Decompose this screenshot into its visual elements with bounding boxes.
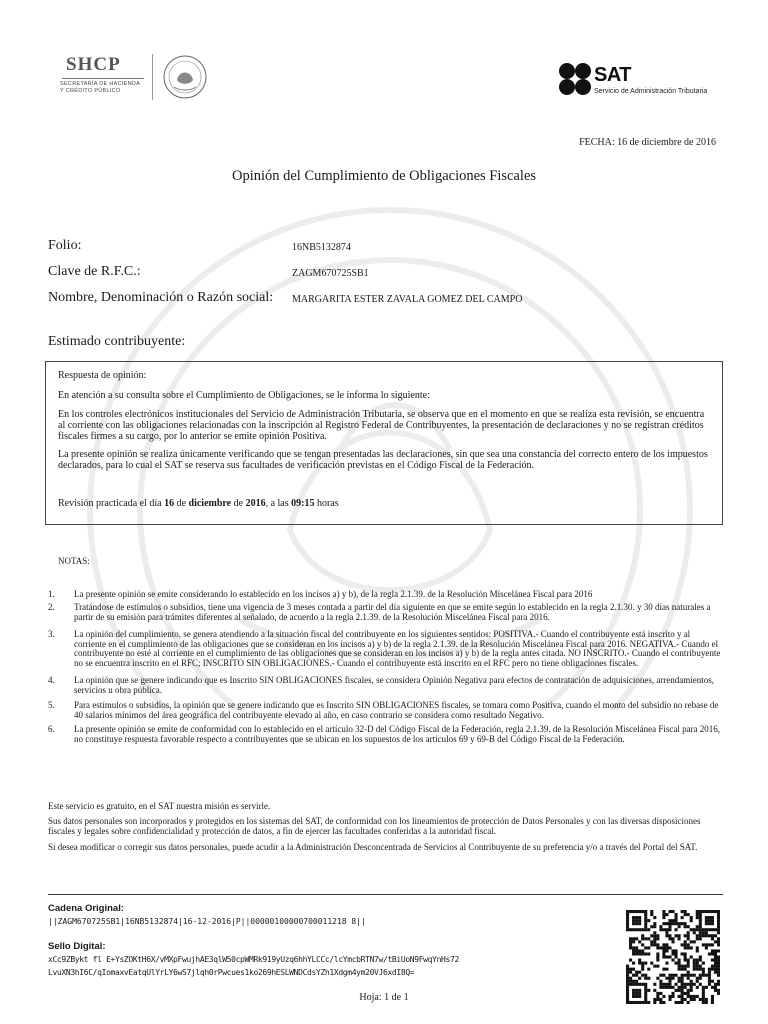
note-text: Tratándose de estímulos o subsidios, tiene una vigencia de 3 meses contada a partir del día siguiente en que se emite según lo establecido en la regla 2.1.30. y 30 días naturales a partir de su emisión para trámites diferentes al señalado, de acuerdo a la regla 2.1.39. de la Resolución Miscelánea Fiscal para 2016. [74,602,711,622]
note-number: 4. [48,675,55,685]
folio-value: 16NB5132874 [292,242,351,253]
page-title: Opinión del Cumplimiento de Obligaciones Fiscales [231,168,537,184]
document-date: FECHA: 16 de diciembre de 2016 [579,137,716,148]
shcp-logo [60,54,210,102]
cadena-original-label: Cadena Original: [48,903,125,914]
sat-wordmark: SAT [594,64,632,86]
note-text: La opinión que se genere indicando que es Inscrito SIN OBLIGACIONES fiscales, se considera Opinión Negativa para efectos de contratación de adquisiciones, arrendamientos, servicios u obra pública. [74,675,715,695]
revision-line [58,499,712,510]
note-item [48,590,723,602]
note-text: La presente opinión se emite considerando lo establecido en los incisos a) y b), de la regla 2.1.39. de la Resolución Miscelánea Fiscal para 2016 [74,589,593,599]
revision-sep-3: , a las [265,498,292,509]
revision-prefix: Revisión practicada el día [58,498,165,509]
revision-day: 16 [164,498,175,509]
note-number: 1. [48,589,55,599]
opinion-result: En los controles electrónicos institucionales del Servicio de Administración Tributaria, se observa que en el momento en que se realiza esta revisión, se encuentra al corriente con las obligaciones relacionadas con la inscripción al Registro Federal de Contribuyentes, la presentación de declaraciones y no se registran créditos fiscales firmes a su cargo, por lo anterior se emite opinión Positiva. [58,409,705,442]
page-number: Hoja: 1 de 1 [359,992,409,1003]
shcp-separator [152,54,153,100]
rfc-label: Clave de R.F.C.: [48,264,141,279]
footer-divider [48,894,723,895]
revision-suffix: horas [314,498,339,509]
shcp-subtitle-1: SECRETARÍA DE HACIENDA [60,81,141,87]
sat-dots-icon [558,62,592,96]
shcp-subtitle-2: Y CRÉDITO PÚBLICO [60,88,121,94]
qr-code-icon [626,910,720,1004]
revision-sep-2: de [231,498,246,509]
sello-digital-label: Sello Digital: [48,941,106,952]
revision-time: 09:15 [291,498,315,509]
opinion-heading: Respuesta de opinión: [58,370,147,381]
revision-year: 2016 [245,498,266,509]
shcp-name: SHCP [66,54,121,75]
name-value: MARGARITA ESTER ZAVALA GOMEZ DEL CAMPO [292,294,523,305]
note-number: 3. [48,629,55,639]
note-text: La presente opinión se emite de conformidad con lo establecido en el artículo 32-D del Código Fiscal de la Federación, regla 2.1.39. de la Resolución Miscelánea Fiscal para 2016, no constituye respuesta favorable respecto a contribuyentes que se ubican en los supuestos de los artículos 69 y 69-B del Código Fiscal de la Federación. [74,724,721,744]
greeting: Estimado contribuyente: [48,334,186,349]
revision-month: diciembre [188,498,232,509]
note-text: La opinión del cumplimiento, se genera atendiendo a la situación fiscal del contribuyente en los siguientes sentidos: POSITIVA.- Cuando el contribuyente está inscrito y al corriente en el cumplimiento de las obligaciones que se consideran en los incisos a) y b) de la regla 2.1.39. de la Resolución Miscelánea Fiscal para 2016. NEGATIVA.- Cuando el contribuyente no esté al corriente en el cumplimiento de las obligaciones que se consideran en los incisos a) y b) de la regla antes citada. NO INSCRITO.- Cuando el contribuyente no se encuentra inscrito en el RFC; INSCRITO SIN OBLIGACIONES.- Cuando el contribuyente está inscrito en el RFC pero no tiene obligaciones fiscales. [74,629,721,668]
note-item [48,725,723,747]
sat-logo [558,62,728,102]
footer-free-service: Este servicio es gratuito, en el SAT nuestra misión es servirle. [48,801,271,811]
shcp-underline [62,78,144,79]
rfc-value: ZAGM670725SB1 [292,268,369,279]
name-label: Nombre, Denominación o Razón social: [48,290,274,305]
note-item [48,676,723,698]
footer-modify-data: Si desea modificar o corregir sus datos personales, puede acudir a la Administración Desconcentrada de Servicios al Contribuyente de su preferencia y/o a través del Portal del SAT. [48,842,698,852]
mexico-seal-icon [162,54,208,100]
note-text: Para estímulos o subsidios, la opinión que se genere indicando que es Inscrito SIN OBLIGACIONES fiscales, se tomara como Positiva, cuando el monto del subsidio no rebase de 40 salarios mínimos del área geográfica del contribuyente elevado al año, en caso contrario se considera como resultado Negativo. [74,700,719,720]
folio-label: Folio: [48,238,82,253]
note-number: 6. [48,724,55,734]
opinion-intro: En atención a su consulta sobre el Cumplimiento de Obligaciones, se le informa lo siguiente: [58,390,430,401]
note-item [48,701,723,723]
note-number: 2. [48,602,55,612]
notes-title: NOTAS: [58,556,90,566]
opinion-disclaimer: La presente opinión se realiza únicamente verificando que se tengan presentadas las declaraciones, sin que sea una constancia del correcto entero de los impuestos declarados, para lo cual el SAT se reserva sus facultades de verificación previstas en el Código Fiscal de la Federación. [58,449,708,471]
note-item [48,603,723,625]
footer-privacy: Sus datos personales son incorporados y protegidos en los sistemas del SAT, de conformidad con los lineamientos de protección de Datos Personales y con las diversas disposiciones fiscales y legales sobre confidencialidad y protección de datos, a fin de ejercer las facultades conferidas a la autoridad fiscal. [48,816,701,836]
cadena-original-value: ||ZAGM670725SB1|16NB5132874|16-12-2016|P||00000100000700011218 8|| [48,917,366,926]
sat-subtitle: Servicio de Administración Tributaria [594,88,708,95]
sello-digital-line-2: LvuXN3hI6C/qIomaxvEatqUlYrLY6wS7jlqh0rPwcues1ko269hESLWNDCdsYZh1Xdgm4ym20VJ6xdI8Q= [48,968,415,977]
note-item [48,630,723,672]
opinion-box [45,361,723,525]
revision-sep-1: de [174,498,189,509]
note-number: 5. [48,700,55,710]
sello-digital-line-1: xCc9ZBykt fl E+YsZOKtH6X/vMXpFwujhAE3qlW50cpWMRk919yUzq6hhYLCCc/lcYmcbRTN7w/tBiUoN9FwqYnHs72 [48,955,459,964]
